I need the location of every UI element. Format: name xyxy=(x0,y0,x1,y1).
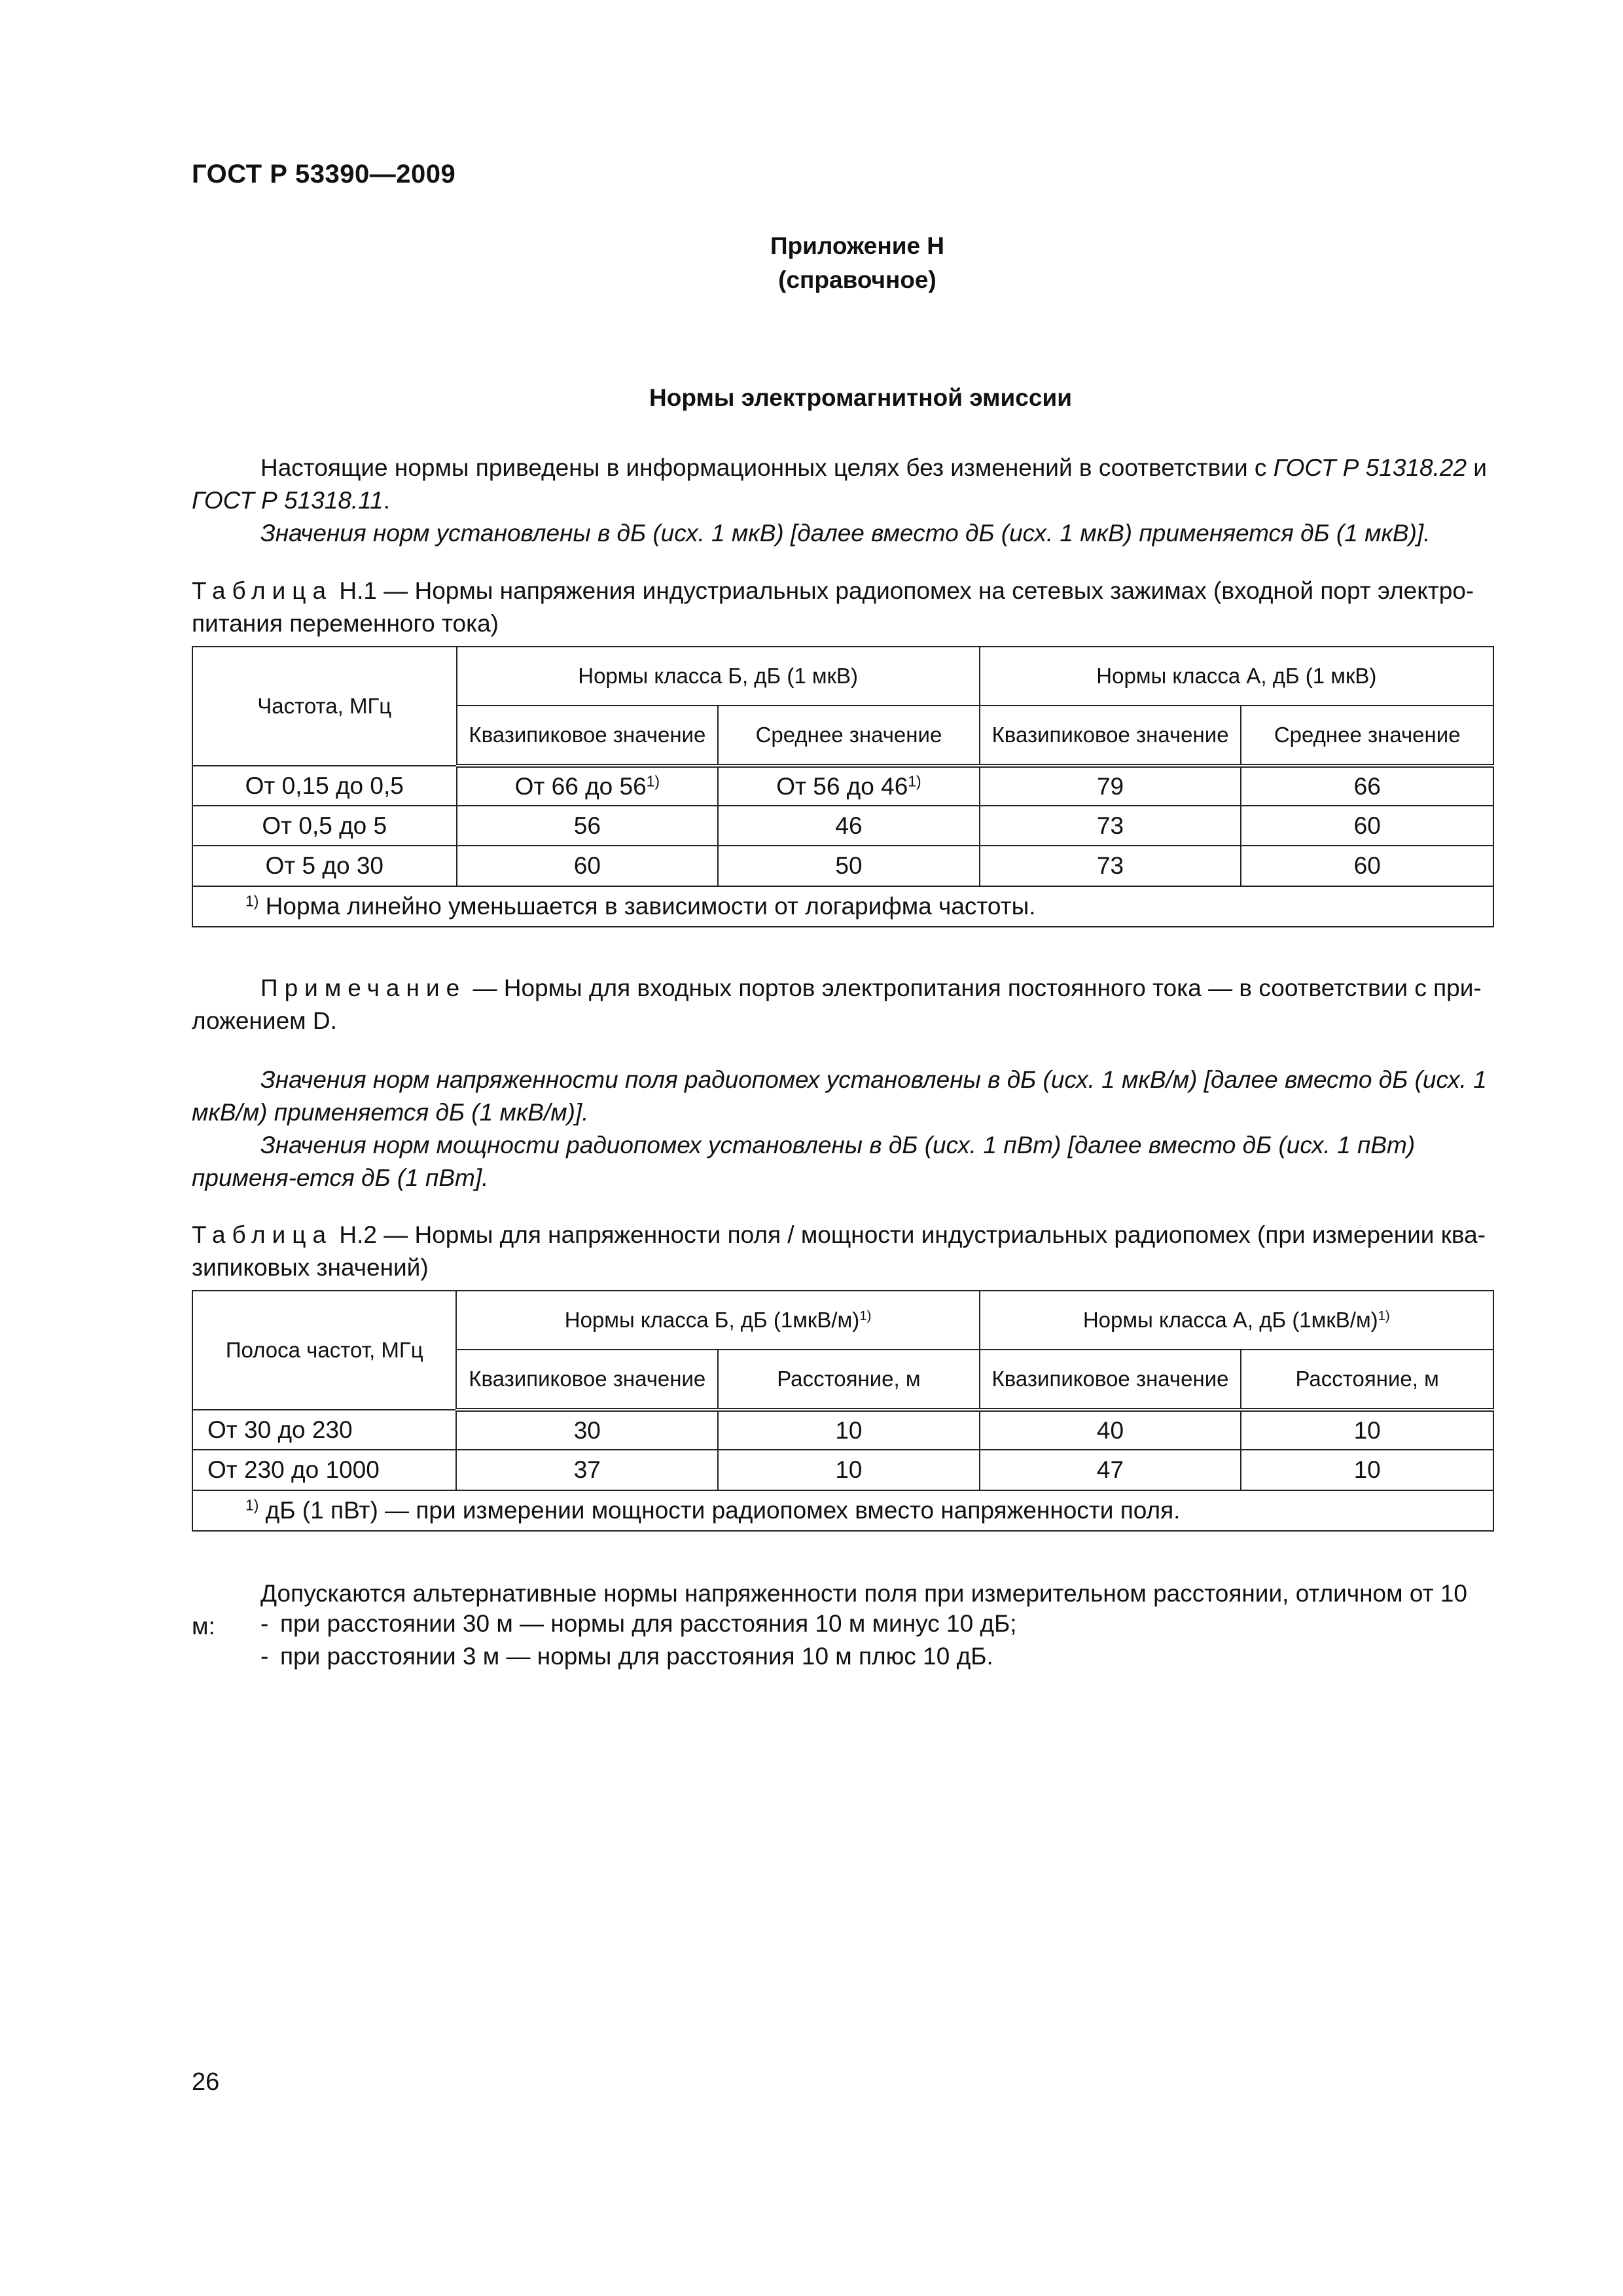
table-row: От 0,5 до 5 56 46 73 60 xyxy=(192,806,1493,846)
appendix-kind: (справочное) xyxy=(778,266,936,293)
power-paragraph: Значения норм мощности радиопомех установлены в дБ (исх. 1 пВт) [далее вместо дБ (исх. 1 пВт) применя-ется дБ (1 пВт]. xyxy=(192,1132,1416,1191)
table-h2 xyxy=(192,1290,1494,1532)
alternatives-intro: Допускаются альтернативные нормы напряженности поля при измерительном расстоянии, отличном от 10 м: xyxy=(192,1580,1468,1640)
table-row: От 0,15 до 0,5 От 66 до 56$^{1)}$ От 56 до 46$^{1)}$ 79 66 xyxy=(192,766,1493,806)
group-header-class-b: Нормы класса Б, дБ $(1мкВ/м)^{1)}$ xyxy=(456,1291,979,1350)
table1-caption: Таблица Н.1 — Нормы напряжения индустриальных радиопомех на сетевых зажимах (входной порт электро-питания переменного тока) xyxy=(192,577,1474,637)
subheader-a-quasi-peak: Квазипиковое значение xyxy=(980,1350,1241,1410)
col-header-frequency: Частота, МГц xyxy=(192,647,457,766)
field-strength-paragraph: Значения норм напряженности поля радиопомех установлены в дБ (исх. 1 мкВ/м) [далее вместо дБ (исх. 1 мкВ/м) применяется дБ (1 мкВ/м)]. xyxy=(192,1066,1487,1126)
appendix-title: Приложение Н xyxy=(770,232,945,259)
table-row: От 5 до 30 60 50 73 60 xyxy=(192,846,1493,886)
subheader-a-average: Среднее значение xyxy=(1241,706,1493,766)
table-row: От 230 до 1000 37 10 47 10 xyxy=(192,1450,1493,1490)
subheader-b-quasi-peak: Квазипиковое значение xyxy=(456,1350,718,1410)
table2-caption: Таблица Н.2 — Нормы для напряженности поля / мощности индустриальных радиопомех (при измерении ква-зипиковых значений) xyxy=(192,1221,1486,1281)
subheader-b-average: Среднее значение xyxy=(718,706,980,766)
intro-paragraph: Настоящие нормы приведены в информационных целях без изменений в соответствии с ГОСТ Р 51318.22 и ГОСТ Р 51318.11. xyxy=(192,454,1487,514)
standard-reference: ГОСТ Р 51318.22 xyxy=(1273,454,1467,481)
note-label: Примечание xyxy=(260,975,467,1001)
standard-reference: ГОСТ Р 51318.11 xyxy=(192,487,383,514)
table2-footnote: $^{1)}$ дБ (1 пВт) — при измерении мощности радиопомех вместо напряженности поля. xyxy=(192,1490,1493,1531)
group-header-class-b: Нормы класса Б, дБ (1 мкВ) xyxy=(457,647,980,706)
col-header-band: Полоса частот, МГц xyxy=(192,1291,456,1410)
table1-footnote: $^{1)}$ Норма линейно уменьшается в зависимости от логарифма частоты. xyxy=(192,886,1493,927)
list-item: при расстоянии 30 м — нормы для расстояния 10 м минус 10 дБ; xyxy=(280,1610,1017,1637)
units-paragraph: Значения норм установлены в дБ (исх. 1 мкВ) [далее вместо дБ (исх. 1 мкВ) применяется дБ (1 мкВ)]. xyxy=(260,520,1431,547)
group-header-class-a: Нормы класса А, дБ $(1мкВ/м)^{1)}$ xyxy=(980,1291,1493,1350)
document-id: ГОСТ Р 53390—2009 xyxy=(192,160,456,188)
list-item: при расстоянии 3 м — нормы для расстояния 10 м плюс 10 дБ. xyxy=(280,1643,993,1670)
group-header-class-a: Нормы класса А, дБ (1 мкВ) xyxy=(980,647,1493,706)
page-number: 26 xyxy=(192,2068,220,2096)
list-bullet: - xyxy=(260,1610,269,1637)
subheader-a-distance: Расстояние, м xyxy=(1241,1350,1493,1410)
note-paragraph: Примечание — Нормы для входных портов электропитания постоянного тока — в соответствии с при-ложением D. xyxy=(192,975,1482,1034)
subheader-a-quasi-peak: Квазипиковое значение xyxy=(980,706,1241,766)
subheader-b-quasi-peak: Квазипиковое значение xyxy=(457,706,719,766)
table-h1 xyxy=(192,646,1494,927)
footnote-ref: 1) xyxy=(646,772,660,789)
subheader-b-distance: Расстояние, м xyxy=(718,1350,980,1410)
table-row: От 30 до 230 30 10 40 10 xyxy=(192,1410,1493,1450)
footnote-ref: 1) xyxy=(908,772,921,789)
list-bullet: - xyxy=(260,1643,269,1670)
appendix-heading xyxy=(661,229,1054,297)
section-title: Нормы электромагнитной эмиссии xyxy=(649,384,1072,411)
